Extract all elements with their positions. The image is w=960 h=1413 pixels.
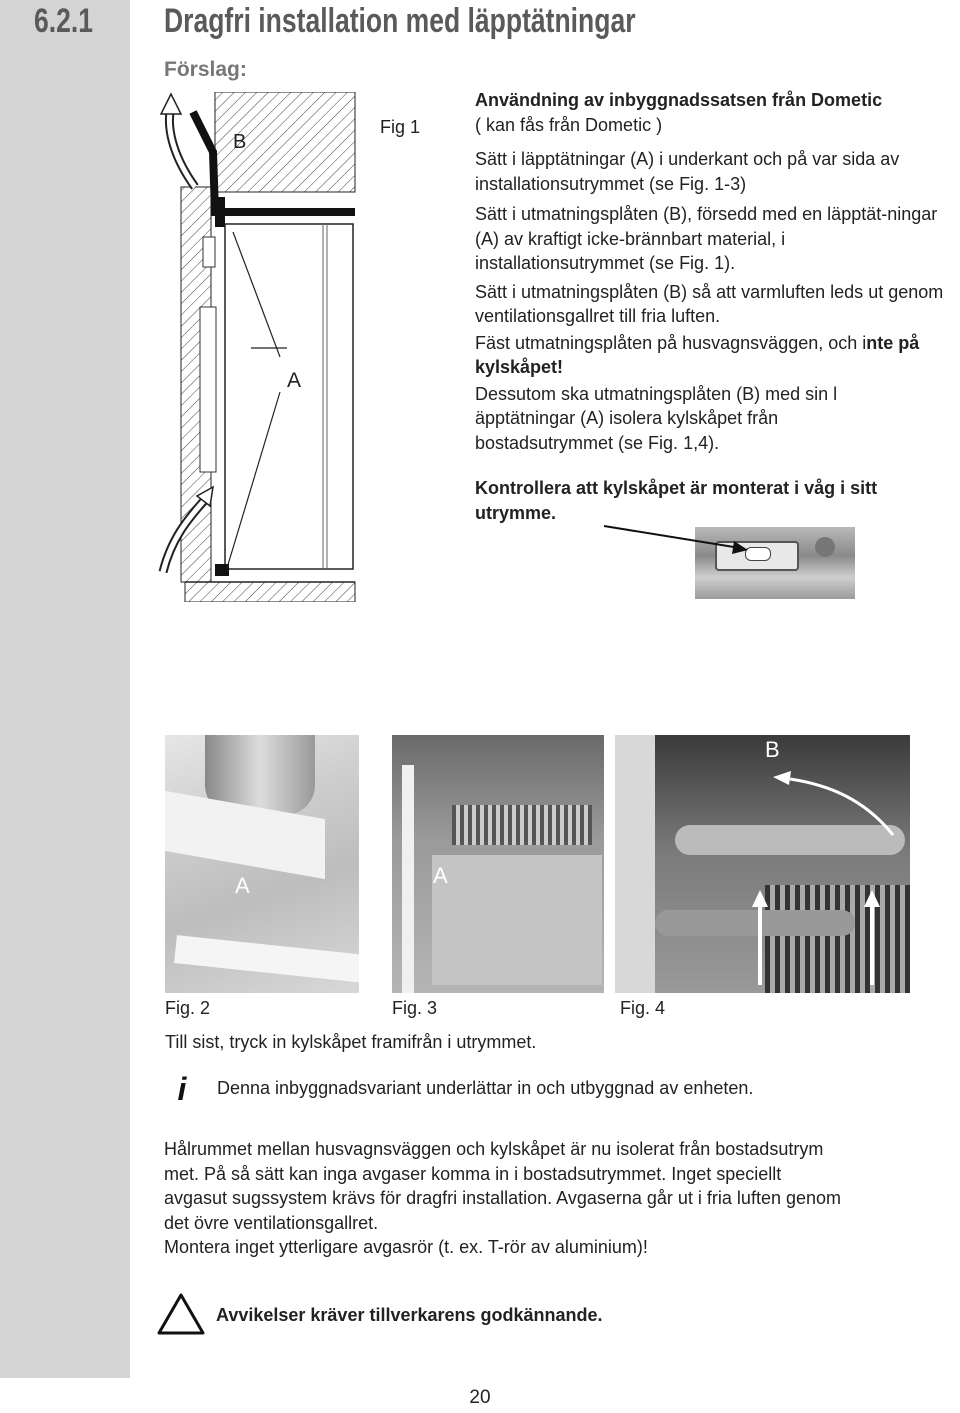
fig2-letter: A (235, 873, 250, 898)
instruction-step-4-text: Fäst utmatningsplåten på husvagnsväggen, och i (475, 332, 867, 353)
fig1-diagram (155, 92, 365, 602)
svg-text:i: i (177, 1071, 187, 1107)
page-title: Dragfri installation med läpptätningar (164, 2, 636, 40)
info-icon (160, 1068, 204, 1108)
instruction-step-1: Sätt i läpptätningar (A) i underkant och på var sida av installationsutrymmet (se Fig. 1-3) (475, 149, 900, 194)
instruction-step-4 (475, 331, 960, 380)
summary-line-3: avgasut sugssystem krävs för dragfri installation. Avgaserna går ut i fria luften genom (164, 1188, 842, 1208)
instruction-step-2: Sätt i utmatningsplåten (B), försedd med en läpptät-ningar (A) av kraftigt icke-brännbart material, i installationsutrymmet (se Fig. 1). (475, 204, 938, 273)
section-number: 6.2.1 (34, 2, 93, 40)
warning-note-text: Avvikelser kräver tillverkarens godkännande. (216, 1305, 603, 1325)
warning-triangle-icon (156, 1292, 206, 1336)
page-number: 20 (469, 1387, 491, 1408)
fig3-letter: A (433, 863, 448, 888)
fig4-label: Fig. 4 (620, 998, 666, 1018)
summary-line-4: det övre ventilationsgallret. (164, 1212, 379, 1233)
instruction-step-3: Sätt i utmatningsplåten (B) så att varmluften leds ut genom ventilationsgallret till fria luften. (475, 281, 944, 326)
fig3-label: Fig. 3 (392, 998, 438, 1018)
fig2-photo (165, 735, 359, 993)
level-pointer-arrow (600, 520, 760, 560)
instructions-heading: Användning av inbyggnadssatsen från Dometic (475, 90, 883, 110)
fig4-letter: B (765, 737, 780, 762)
fig4-arrows (615, 735, 910, 993)
proposal-label: Förslag: (164, 58, 247, 81)
final-step-text: Till sist, tryck in kylskåpet framifrån i utrymmet. (165, 1032, 537, 1052)
level-check-note: Kontrollera att kylskåpet är monterat i våg i sitt utrymme. (475, 478, 878, 523)
instruction-step-4-emphasis: nte på kylskåpet! (475, 332, 920, 377)
page-sidebar-band (0, 0, 130, 1378)
instruction-step-5: Dessutom ska utmatningsplåten (B) med sin l äpptätningar (A) isolera kylskåpet från bostadsutrymmet (se Fig. 1,4). (475, 383, 838, 453)
instructions-block (475, 88, 955, 455)
summary-line-5: Montera inget ytterligare avgasrör (t. ex. T-rör av aluminium)! (164, 1237, 648, 1257)
instructions-subheading: ( kan fås från Dometic ) (475, 114, 663, 135)
fig2-label: Fig. 2 (165, 998, 211, 1018)
fig1-letter-b: B (233, 131, 247, 153)
fig1-label: Fig 1 (380, 117, 421, 137)
fig1-letter-a: A (287, 369, 302, 392)
summary-line-2: met. På så sätt kan inga avgaser komma in i bostadsutrymmet. Inget speciellt (164, 1163, 782, 1184)
info-note-text: Denna inbyggnadsvariant underlättar in och utbyggnad av enheten. (217, 1078, 754, 1098)
fig3-photo (392, 735, 604, 993)
summary-block (164, 1137, 954, 1260)
summary-line-1: Hålrummet mellan husvagnsväggen och kylskåpet är nu isolerat från bostadsutrym (164, 1139, 824, 1159)
